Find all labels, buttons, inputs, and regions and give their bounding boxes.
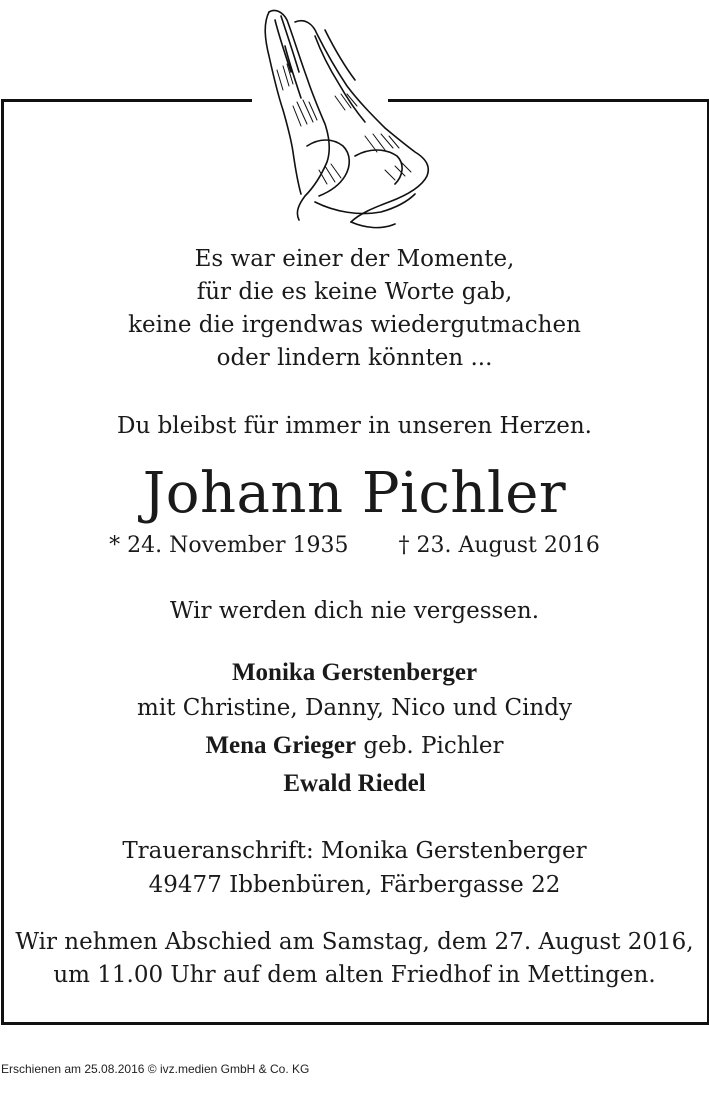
mourner-name: Ewald Riedel (283, 770, 426, 797)
mourner-name: Monika Gerstenberger (231, 659, 478, 686)
publication-footer: Erschienen am 25.08.2016 © ivz.medien GmbH & Co. KG (1, 1062, 310, 1076)
death-date: † 23. August 2016 (398, 533, 600, 558)
farewell-text: Wir werden dich nie vergessen. (169, 598, 540, 624)
life-dates (4, 530, 705, 562)
motto (4, 410, 705, 443)
ceremony-line: um 11.00 Uhr auf dem alten Friedhof in Mettingen. (53, 962, 656, 988)
mourner-line (4, 727, 705, 765)
address-line: Traueranschrift: Monika Gerstenberger (122, 838, 587, 864)
deceased-name (4, 458, 705, 530)
address-line: 49477 Ibbenbüren, Färbergasse 22 (148, 872, 561, 898)
birth-date: * 24. November 1935 (109, 533, 349, 558)
motto-text: Du bleibst für immer in unseren Herzen. (117, 413, 592, 439)
mourner-family: mit Christine, Danny, Nico und Cindy (137, 695, 572, 721)
mourners (4, 657, 705, 803)
verse-line: für die es keine Worte gab, (196, 279, 513, 305)
verse (4, 243, 705, 375)
verse-line: keine die irgendwas wiedergutmachen (128, 312, 581, 338)
ceremony-info (4, 926, 705, 992)
farewell (4, 595, 705, 627)
ceremony-line: Wir nehmen Abschied am Samstag, dem 27. August 2016, (15, 929, 694, 955)
verse-line: oder lindern könnten ... (216, 345, 493, 371)
mourner-name: Mena Grieger (205, 732, 357, 759)
mourning-address (4, 834, 705, 902)
mourner-maiden-name: geb. Pichler (356, 733, 504, 759)
verse-line: Es war einer der Momente, (194, 246, 515, 272)
life-dates-line (4, 530, 705, 562)
deceased-name-text: Johann Pichler (142, 461, 567, 526)
praying-hands-icon (255, 6, 440, 234)
